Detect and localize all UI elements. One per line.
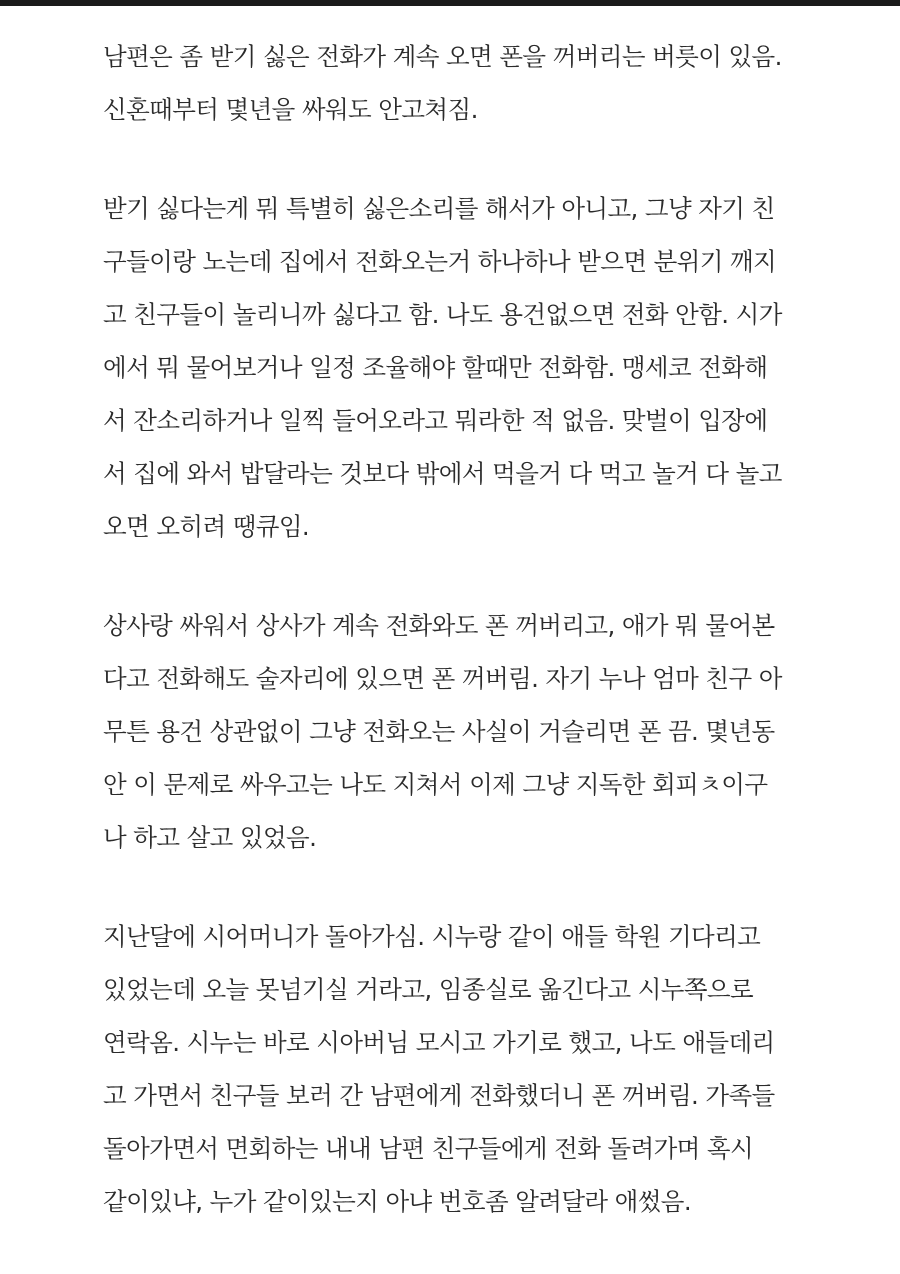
paragraph-4: [103, 910, 823, 1228]
text-line: 고 가면서 친구들 보러 간 남편에게 전화했더니 폰 꺼버림. 가족들: [103, 1081, 775, 1110]
paragraph-2: [103, 182, 823, 553]
text-line: 나 하고 살고 있었음.: [103, 823, 317, 852]
text-line: 상사랑 싸워서 상사가 계속 전화와도 폰 꺼버리고, 애가 뭐 물어본: [103, 611, 775, 640]
text-line: 에서 뭐 물어보거나 일정 조율해야 할때만 전화함. 맹세코 전화해: [103, 353, 768, 382]
text-line: 오면 오히려 땡큐임.: [103, 512, 310, 541]
paragraph-3: [103, 599, 823, 864]
text-line: 서 잔소리하거나 일찍 들어오라고 뭐라한 적 없음. 맞벌이 입장에: [103, 406, 768, 435]
text-line: 안 이 문제로 싸우고는 나도 지쳐서 이제 그냥 지독한 회피ㅊ이구: [103, 770, 768, 799]
top-edge-bar: [0, 0, 900, 6]
text-line: 다고 전화해도 술자리에 있으면 폰 꺼버림. 자기 누나 엄마 친구 아: [103, 664, 782, 693]
article-text: [103, 30, 823, 1274]
text-line: 지난달에 시어머니가 돌아가심. 시누랑 같이 애들 학원 기다리고: [103, 922, 761, 951]
text-line: 같이있냐, 누가 같이있는지 아냐 번호좀 알려달라 애썼음.: [103, 1187, 692, 1216]
text-line: 무튼 용건 상관없이 그냥 전화오는 사실이 거슬리면 폰 끔. 몇년동: [103, 717, 775, 746]
text-line: 연락옴. 시누는 바로 시아버님 모시고 가기로 했고, 나도 애들데리: [103, 1028, 775, 1057]
text-line: 구들이랑 노는데 집에서 전화오는거 하나하나 받으면 분위기 깨지: [103, 247, 777, 276]
text-line: 남편은 좀 받기 싫은 전화가 계속 오면 폰을 꺼버리는 버릇이 있음.: [103, 42, 782, 71]
text-line: 서 집에 와서 밥달라는 것보다 밖에서 먹을거 다 먹고 놀거 다 놀고: [103, 459, 782, 488]
text-line: 있었는데 오늘 못넘기실 거라고, 임종실로 옮긴다고 시누쪽으로: [103, 975, 754, 1004]
text-line: 돌아가면서 면회하는 내내 남편 친구들에게 전화 돌려가며 혹시: [103, 1134, 754, 1163]
text-line: 고 친구들이 놀리니까 싫다고 함. 나도 용건없으면 전화 안함. 시가: [103, 300, 782, 329]
text-line: 신혼때부터 몇년을 싸워도 안고쳐짐.: [103, 95, 478, 124]
paragraph-1: [103, 30, 823, 136]
text-line: 받기 싫다는게 뭐 특별히 싫은소리를 해서가 아니고, 그냥 자기 친: [103, 194, 775, 223]
